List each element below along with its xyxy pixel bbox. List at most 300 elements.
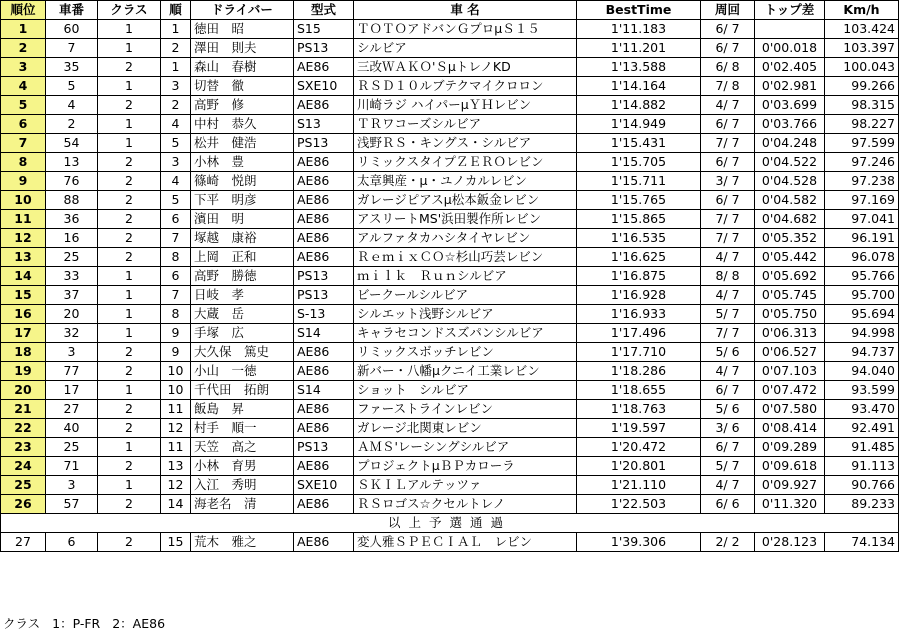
cell-car-name: 新バー・八幡μクニイ工業レビン: [354, 362, 577, 381]
cell-speed: 92.491: [825, 419, 899, 438]
cell-car-no: 57: [46, 495, 98, 514]
cell-class: 1: [98, 115, 161, 134]
cell-class-pos: 6: [161, 210, 191, 229]
cell-car-name: 変人雅ＳＰＥＣＩＡＬ レビン: [354, 533, 577, 552]
cell-laps: 7/ 7: [701, 229, 755, 248]
cell-driver: 下平 明彦: [191, 191, 294, 210]
cell-speed: 100.043: [825, 58, 899, 77]
cell-speed: 89.233: [825, 495, 899, 514]
cell-pos: 21: [1, 400, 46, 419]
cell-gap: 0'00.018: [755, 39, 825, 58]
cell-driver: 海老名 清: [191, 495, 294, 514]
cell-driver: 入江 秀明: [191, 476, 294, 495]
cell-pos: 23: [1, 438, 46, 457]
cell-class-pos: 12: [161, 419, 191, 438]
cell-driver: 高野 修: [191, 96, 294, 115]
cell-model: AE86: [294, 419, 354, 438]
cell-laps: 4/ 7: [701, 96, 755, 115]
cell-laps: 4/ 7: [701, 248, 755, 267]
cell-laps: 5/ 6: [701, 400, 755, 419]
cell-model: AE86: [294, 362, 354, 381]
cell-car-name: リミックスボッチレビン: [354, 343, 577, 362]
cell-model: SXE10: [294, 77, 354, 96]
cell-car-name: アスリートMS'浜田製作所レビン: [354, 210, 577, 229]
cell-class-pos: 11: [161, 438, 191, 457]
cell-car-name: 浅野ＲＳ・キングス・シルビア: [354, 134, 577, 153]
cell-driver: 千代田 拓朗: [191, 381, 294, 400]
cell-class-pos: 2: [161, 39, 191, 58]
cell-car-name: シルビア: [354, 39, 577, 58]
cell-best-time: 1'13.588: [577, 58, 701, 77]
cell-car-no: 40: [46, 419, 98, 438]
cell-class: 1: [98, 286, 161, 305]
cell-best-time: 1'16.535: [577, 229, 701, 248]
table-row: [1, 438, 899, 457]
cell-model: AE86: [294, 343, 354, 362]
cell-pos: 15: [1, 286, 46, 305]
cell-class-pos: 1: [161, 58, 191, 77]
cell-laps: 4/ 7: [701, 476, 755, 495]
cell-gap: 0'03.699: [755, 96, 825, 115]
cell-speed: 93.470: [825, 400, 899, 419]
cell-car-no: 71: [46, 457, 98, 476]
cell-pos: 5: [1, 96, 46, 115]
cell-laps: 4/ 7: [701, 362, 755, 381]
cell-laps: 6/ 7: [701, 191, 755, 210]
cell-pos: 8: [1, 153, 46, 172]
cell-gap: 0'05.352: [755, 229, 825, 248]
cell-car-name: ＳＫＩＬアルテッツァ: [354, 476, 577, 495]
cell-pos: 17: [1, 324, 46, 343]
table-row: [1, 134, 899, 153]
table-row: [1, 362, 899, 381]
cell-speed: 97.246: [825, 153, 899, 172]
table-row: [1, 58, 899, 77]
cell-laps: 7/ 7: [701, 210, 755, 229]
cell-car-no: 76: [46, 172, 98, 191]
cell-gap: 0'04.582: [755, 191, 825, 210]
header-car-name: 車 名: [354, 1, 577, 20]
header-speed: Km/h: [825, 1, 899, 20]
cell-gap: 0'06.527: [755, 343, 825, 362]
cell-speed: 94.737: [825, 343, 899, 362]
cell-best-time: 1'14.164: [577, 77, 701, 96]
cell-class: 1: [98, 267, 161, 286]
class-legend: [3, 614, 173, 632]
cell-class: 2: [98, 457, 161, 476]
cell-model: AE86: [294, 400, 354, 419]
cell-class: 2: [98, 191, 161, 210]
cell-car-name: ガレージピアスμ松本鈑金レビン: [354, 191, 577, 210]
cell-pos: 14: [1, 267, 46, 286]
cell-car-no: 27: [46, 400, 98, 419]
cell-best-time: 1'18.655: [577, 381, 701, 400]
cell-class-pos: 7: [161, 229, 191, 248]
cell-pos: 26: [1, 495, 46, 514]
cell-class: 2: [98, 229, 161, 248]
cell-car-name: ＴＯＴＯアドバンＧプロμＳ１５: [354, 20, 577, 39]
cell-pos: 1: [1, 20, 46, 39]
cell-car-name: ＴＲワコーズシルビア: [354, 115, 577, 134]
cell-driver: 大蔵 岳: [191, 305, 294, 324]
cell-best-time: 1'20.472: [577, 438, 701, 457]
cell-car-no: 4: [46, 96, 98, 115]
cell-speed: 95.694: [825, 305, 899, 324]
cell-class: 2: [98, 210, 161, 229]
cell-best-time: 1'17.710: [577, 343, 701, 362]
header-driver: ドライバー: [191, 1, 294, 20]
cell-speed: 97.169: [825, 191, 899, 210]
cell-car-no: 77: [46, 362, 98, 381]
cell-class-pos: 7: [161, 286, 191, 305]
cell-laps: 3/ 6: [701, 419, 755, 438]
cell-car-no: 2: [46, 115, 98, 134]
cell-class: 2: [98, 153, 161, 172]
cell-speed: 97.041: [825, 210, 899, 229]
cell-class: 1: [98, 476, 161, 495]
cell-class-pos: 2: [161, 96, 191, 115]
cell-gap: 0'07.472: [755, 381, 825, 400]
cell-speed: 74.134: [825, 533, 899, 552]
cell-driver: 高野 勝徳: [191, 267, 294, 286]
cell-driver: 荒木 雅之: [191, 533, 294, 552]
cell-car-no: 17: [46, 381, 98, 400]
cell-gap: 0'11.320: [755, 495, 825, 514]
header-class: クラス: [98, 1, 161, 20]
cell-driver: 小林 育男: [191, 457, 294, 476]
cell-class-pos: 9: [161, 324, 191, 343]
cell-driver: 塚越 康裕: [191, 229, 294, 248]
cell-model: AE86: [294, 210, 354, 229]
cell-speed: 93.599: [825, 381, 899, 400]
table-row: [1, 248, 899, 267]
cell-best-time: 1'16.933: [577, 305, 701, 324]
cell-class-pos: 13: [161, 457, 191, 476]
cell-pos: 20: [1, 381, 46, 400]
header-pos: 順位: [1, 1, 46, 20]
cell-model: AE86: [294, 229, 354, 248]
cell-car-no: 13: [46, 153, 98, 172]
cell-model: PS13: [294, 286, 354, 305]
cell-gap: 0'07.580: [755, 400, 825, 419]
cell-driver: 篠崎 悦朗: [191, 172, 294, 191]
non-qualified-row: [1, 533, 899, 552]
cell-speed: 95.766: [825, 267, 899, 286]
cell-laps: 6/ 7: [701, 438, 755, 457]
table-row: [1, 286, 899, 305]
cell-car-no: 16: [46, 229, 98, 248]
cell-driver: 森山 春樹: [191, 58, 294, 77]
cell-speed: 95.700: [825, 286, 899, 305]
cell-gap: 0'02.405: [755, 58, 825, 77]
cell-pos: 6: [1, 115, 46, 134]
cell-car-no: 20: [46, 305, 98, 324]
cell-class-pos: 5: [161, 191, 191, 210]
cell-model: AE86: [294, 58, 354, 77]
cell-laps: 3/ 7: [701, 172, 755, 191]
cell-class-pos: 10: [161, 362, 191, 381]
cell-car-name: ｍｉｌｋ Ｒｕｎシルビア: [354, 267, 577, 286]
cell-model: AE86: [294, 153, 354, 172]
table-row: [1, 343, 899, 362]
cell-driver: 中村 恭久: [191, 115, 294, 134]
cell-driver: 小山 一徳: [191, 362, 294, 381]
cell-laps: 6/ 6: [701, 495, 755, 514]
cell-model: AE86: [294, 533, 354, 552]
cell-model: S13: [294, 115, 354, 134]
cell-car-no: 6: [46, 533, 98, 552]
cell-best-time: 1'16.928: [577, 286, 701, 305]
cell-class: 2: [98, 495, 161, 514]
table-row: [1, 115, 899, 134]
cell-class-pos: 10: [161, 381, 191, 400]
cell-car-no: 25: [46, 248, 98, 267]
cell-driver: 澤田 則夫: [191, 39, 294, 58]
cell-speed: 91.113: [825, 457, 899, 476]
legend-class1: 1：P-FR: [52, 616, 101, 631]
cell-pos: 27: [1, 533, 46, 552]
cell-car-no: 37: [46, 286, 98, 305]
cell-gap: 0'05.692: [755, 267, 825, 286]
cell-model: AE86: [294, 96, 354, 115]
cell-driver: 上岡 正和: [191, 248, 294, 267]
cell-car-no: 88: [46, 191, 98, 210]
cell-best-time: 1'14.882: [577, 96, 701, 115]
cell-pos: 25: [1, 476, 46, 495]
cell-best-time: 1'15.765: [577, 191, 701, 210]
cell-gap: 0'05.745: [755, 286, 825, 305]
cell-class: 1: [98, 381, 161, 400]
cell-model: S15: [294, 20, 354, 39]
table-row: [1, 400, 899, 419]
cell-driver: 飯島 昇: [191, 400, 294, 419]
cell-car-name: アルファタカハシタイヤレビン: [354, 229, 577, 248]
cell-car-name: プロジェクトμＢＰカローラ: [354, 457, 577, 476]
cell-car-name: ＲＳロゴス☆クセルトレノ: [354, 495, 577, 514]
cell-model: AE86: [294, 191, 354, 210]
cell-driver: 切替 徹: [191, 77, 294, 96]
cell-car-no: 5: [46, 77, 98, 96]
cell-car-no: 32: [46, 324, 98, 343]
cell-pos: 19: [1, 362, 46, 381]
cell-laps: 6/ 7: [701, 20, 755, 39]
cell-gap: 0'09.618: [755, 457, 825, 476]
cell-car-name: 太章興産・μ・ユノカルレビン: [354, 172, 577, 191]
cell-model: AE86: [294, 172, 354, 191]
cell-laps: 6/ 7: [701, 115, 755, 134]
cell-driver: 日岐 孝: [191, 286, 294, 305]
table-row: [1, 191, 899, 210]
cell-pos: 2: [1, 39, 46, 58]
table-row: [1, 419, 899, 438]
cell-speed: 97.238: [825, 172, 899, 191]
cell-class-pos: 9: [161, 343, 191, 362]
cell-class-pos: 15: [161, 533, 191, 552]
table-row: [1, 153, 899, 172]
cell-gap: 0'04.522: [755, 153, 825, 172]
cell-model: PS13: [294, 267, 354, 286]
cell-pos: 18: [1, 343, 46, 362]
cell-best-time: 1'16.625: [577, 248, 701, 267]
cell-class: 1: [98, 39, 161, 58]
cell-gap: 0'09.289: [755, 438, 825, 457]
cell-best-time: 1'17.496: [577, 324, 701, 343]
cell-laps: 5/ 7: [701, 457, 755, 476]
cell-class-pos: 8: [161, 305, 191, 324]
cell-best-time: 1'14.949: [577, 115, 701, 134]
table-row: [1, 210, 899, 229]
cell-class-pos: 1: [161, 20, 191, 39]
cell-class: 1: [98, 305, 161, 324]
cell-speed: 98.315: [825, 96, 899, 115]
cell-class-pos: 3: [161, 77, 191, 96]
cell-pos: 12: [1, 229, 46, 248]
cell-car-name: 川崎ラジ ハイパーμＹＨレビン: [354, 96, 577, 115]
cell-class-pos: 8: [161, 248, 191, 267]
cell-speed: 96.191: [825, 229, 899, 248]
cell-best-time: 1'11.201: [577, 39, 701, 58]
cell-pos: 11: [1, 210, 46, 229]
cell-car-name: ＡＭＳ'レーシングシルビア: [354, 438, 577, 457]
header-gap: トップ差: [755, 1, 825, 20]
cell-class-pos: 14: [161, 495, 191, 514]
table-row: [1, 77, 899, 96]
cell-car-name: ショット シルビア: [354, 381, 577, 400]
cell-speed: 94.998: [825, 324, 899, 343]
cell-car-name: ガレージ北関東レビン: [354, 419, 577, 438]
cell-class: 2: [98, 419, 161, 438]
cell-best-time: 1'19.597: [577, 419, 701, 438]
table-row: [1, 381, 899, 400]
cell-class: 1: [98, 134, 161, 153]
cell-class: 1: [98, 438, 161, 457]
cell-laps: 5/ 6: [701, 343, 755, 362]
table-row: [1, 39, 899, 58]
table-row: [1, 495, 899, 514]
cell-laps: 8/ 8: [701, 267, 755, 286]
cell-speed: 90.766: [825, 476, 899, 495]
cell-best-time: 1'22.503: [577, 495, 701, 514]
cell-model: AE86: [294, 457, 354, 476]
cell-class-pos: 12: [161, 476, 191, 495]
cell-model: PS13: [294, 39, 354, 58]
cell-model: S14: [294, 324, 354, 343]
cell-car-name: リミックスタイプＺＥＲＯレビン: [354, 153, 577, 172]
cell-pos: 7: [1, 134, 46, 153]
cell-driver: 手塚 広: [191, 324, 294, 343]
cell-speed: 103.397: [825, 39, 899, 58]
cell-pos: 4: [1, 77, 46, 96]
cell-car-no: 3: [46, 343, 98, 362]
qualifying-separator-text: 以上予選通過: [1, 514, 899, 533]
cell-model: PS13: [294, 438, 354, 457]
cell-pos: 10: [1, 191, 46, 210]
cell-pos: 9: [1, 172, 46, 191]
cell-class-pos: 5: [161, 134, 191, 153]
cell-class-pos: 4: [161, 172, 191, 191]
cell-speed: 99.266: [825, 77, 899, 96]
table-row: [1, 229, 899, 248]
cell-best-time: 1'20.801: [577, 457, 701, 476]
cell-speed: 91.485: [825, 438, 899, 457]
cell-model: AE86: [294, 248, 354, 267]
legend-class2: 2：AE86: [112, 616, 166, 631]
cell-driver: 徳田 昭: [191, 20, 294, 39]
cell-car-name: ＲＳＤ１０ルブテクマイクロロン: [354, 77, 577, 96]
cell-laps: 6/ 7: [701, 39, 755, 58]
cell-car-name: 三改ＷＡＫＯ'ＳμトレノKD: [354, 58, 577, 77]
table-row: [1, 172, 899, 191]
cell-gap: 0'08.414: [755, 419, 825, 438]
cell-pos: 22: [1, 419, 46, 438]
cell-car-name: ファーストラインレビン: [354, 400, 577, 419]
cell-best-time: 1'21.110: [577, 476, 701, 495]
cell-laps: 7/ 7: [701, 134, 755, 153]
cell-class: 2: [98, 533, 161, 552]
cell-class-pos: 4: [161, 115, 191, 134]
cell-car-no: 33: [46, 267, 98, 286]
cell-driver: 天笠 高之: [191, 438, 294, 457]
cell-gap: 0'05.750: [755, 305, 825, 324]
cell-class-pos: 11: [161, 400, 191, 419]
cell-laps: 7/ 8: [701, 77, 755, 96]
cell-speed: 103.424: [825, 20, 899, 39]
cell-car-name: キャラセコンドスズパンシルビア: [354, 324, 577, 343]
cell-best-time: 1'15.711: [577, 172, 701, 191]
cell-best-time: 1'18.286: [577, 362, 701, 381]
cell-best-time: 1'15.705: [577, 153, 701, 172]
cell-pos: 16: [1, 305, 46, 324]
cell-best-time: 1'39.306: [577, 533, 701, 552]
cell-gap: 0'06.313: [755, 324, 825, 343]
cell-best-time: 1'16.875: [577, 267, 701, 286]
cell-class: 2: [98, 172, 161, 191]
cell-best-time: 1'11.183: [577, 20, 701, 39]
cell-model: S14: [294, 381, 354, 400]
cell-gap: 0'09.927: [755, 476, 825, 495]
header-class-pos: 順: [161, 1, 191, 20]
cell-driver: 大久保 篤史: [191, 343, 294, 362]
cell-model: AE86: [294, 495, 354, 514]
cell-driver: 松井 健浩: [191, 134, 294, 153]
cell-class: 2: [98, 248, 161, 267]
cell-car-name: シルエット浅野シルビア: [354, 305, 577, 324]
cell-car-no: 3: [46, 476, 98, 495]
legend-label: クラス: [3, 616, 41, 631]
table-row: [1, 305, 899, 324]
cell-best-time: 1'15.865: [577, 210, 701, 229]
cell-gap: 0'04.528: [755, 172, 825, 191]
cell-car-no: 60: [46, 20, 98, 39]
cell-laps: 5/ 7: [701, 305, 755, 324]
table-row: [1, 20, 899, 39]
cell-gap: 0'05.442: [755, 248, 825, 267]
cell-class: 1: [98, 20, 161, 39]
table-row: [1, 324, 899, 343]
cell-gap: 0'07.103: [755, 362, 825, 381]
header-car-no: 車番: [46, 1, 98, 20]
cell-model: SXE10: [294, 476, 354, 495]
header-laps: 周回: [701, 1, 755, 20]
cell-laps: 7/ 7: [701, 324, 755, 343]
cell-class: 1: [98, 324, 161, 343]
cell-class: 2: [98, 362, 161, 381]
header-best-time: BestTime: [577, 1, 701, 20]
cell-car-no: 25: [46, 438, 98, 457]
header-model: 型式: [294, 1, 354, 20]
cell-model: PS13: [294, 134, 354, 153]
cell-car-name: ビークールシルビア: [354, 286, 577, 305]
